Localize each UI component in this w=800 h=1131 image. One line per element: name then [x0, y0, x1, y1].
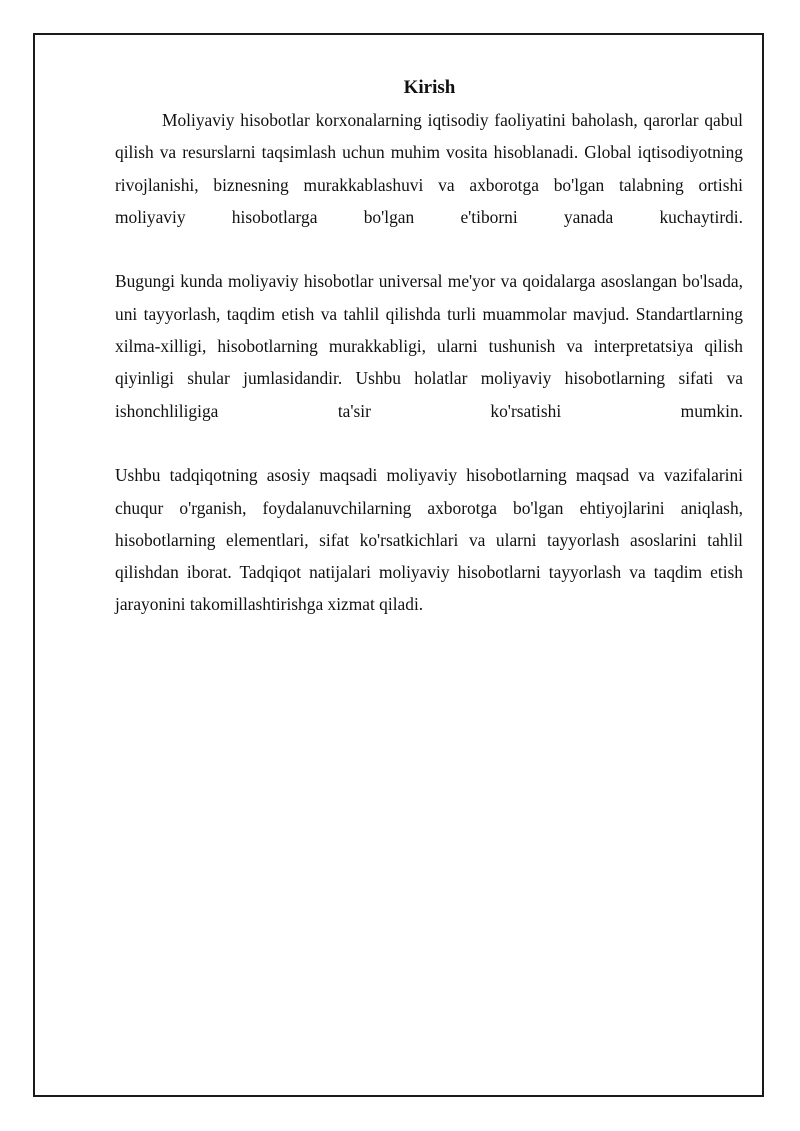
document-body — [115, 72, 743, 621]
paragraph-intro: Moliyaviy hisobotlar korxonalarning iqtisodiy faoliyatini baholash, qarorlar qabul qilish va resurslarni taqsimlash uchun muhim vosita hisoblanadi. Global iqtisodiyotning rivojlanishi, biznesning murakkablashuvi va axborotga bo'lgan talabning ortishi moliyaviy hisobotlarga bo'lgan e'tiborni yanada kuchaytirdi. — [115, 110, 743, 227]
paragraph-goal: Ushbu tadqiqotning asosiy maqsadi moliyaviy hisobotlarning maqsad va vazifalarini chuqur o'rganish, foydalanuvchilarning axborotga bo'lgan ehtiyojlarini aniqlash, hisobotlarning elementlari, sifat ko'rsatkichlari va ularni tayyorlash asoslarini tahlil qilishdan iborat. Tadqiqot natijalari moliyaviy hisobotlarni tayyorlash va taqdim etish jarayonini takomillashtirishga xizmat qiladi. — [115, 465, 743, 615]
page-title: Kirish — [403, 77, 456, 98]
paragraph-problems: Bugungi kunda moliyaviy hisobotlar universal me'yor va qoidalarga asoslangan bo'lsada, uni tayyorlash, taqdim etish va tahlil qilishda turli muammolar mavjud. Standartlarning xilma-xilligi, hisobotlarning murakkabligi, ularni tushunish va interpretatsiya qilish qiyinligi shular jumlasidandir. Ushbu holatlar moliyaviy hisobotlarning sifati va ishonchliligiga ta'sir ko'rsatishi mumkin. — [115, 271, 743, 421]
paragraph-gap — [115, 233, 743, 265]
paragraph-gap — [115, 427, 743, 459]
